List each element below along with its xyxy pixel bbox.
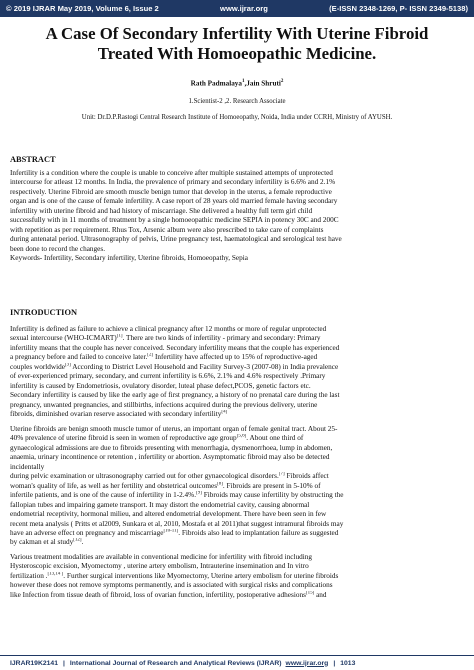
- citation-reference: [9]: [196, 491, 202, 496]
- footer-paper-id: IJRAR19K2141: [10, 659, 58, 667]
- line-text: Hysteroscopic excision, Myomectomy , uterine artery embolism, Intrauterine insemination and In vitro: [10, 562, 309, 571]
- paragraph-line: [10, 353, 462, 362]
- line-text: Uterine fibroids are benign smooth muscle tumor of uterus, an important organ of female genital tract. About 25-: [10, 425, 338, 433]
- paragraph-line: [10, 572, 462, 581]
- paragraph-line: [10, 363, 462, 372]
- author-2-affiliation-mark: 2: [280, 79, 284, 84]
- line-text: fibroids, diminished ovarian reserve associated with secondary infertility: [10, 410, 222, 419]
- citation-reference: [2]: [147, 353, 154, 358]
- footer-website-link[interactable]: www.ijrar.org: [285, 659, 329, 667]
- abstract-line: been done to record the changes.: [10, 244, 106, 253]
- citation-reference: [12]: [73, 538, 82, 544]
- article-title: [10, 24, 464, 64]
- line-text: Various treatment modalities are available in conventional medicine for infertility with fibroid including: [10, 553, 312, 561]
- paragraph-line: [10, 562, 462, 571]
- header-issn: (E-ISSN 2348-1269, P- ISSN 2349-5138): [329, 4, 468, 13]
- abstract-line: during antenatal period. Ultrasonography of pelvis, Urine pregnancy test, haematological and serological test have: [10, 235, 342, 244]
- paragraph-line: [10, 538, 462, 547]
- introduction-paragraph-3: [10, 553, 462, 600]
- introduction-paragraph-2: [10, 425, 462, 548]
- institution-unit: Unit: Dr.D.P.Rastogi Central Research Institute of Homoeopathy, Noida, India under CCRH, Ministry of AYUSH.: [81, 114, 393, 121]
- citation-reference: [10-11]: [163, 528, 179, 534]
- abstract-line: infertility with uterine fibroid and had history of miscarriage. She delivered a healthy full term girl child: [10, 206, 313, 215]
- line-text: Infertility is defined as failure to achieve a clinical pregnancy after 12 months or more of regular unprotected: [10, 325, 327, 333]
- paragraph-line: [10, 453, 462, 462]
- author-2: Jain Shruti: [246, 79, 281, 88]
- paragraph-line: [10, 510, 462, 519]
- citation-reference: [4]: [221, 410, 228, 415]
- line-text-continued: Fibroids may cause infertility by obstructing the: [201, 491, 344, 500]
- abstract-line: with repetition as per requirement. Rhus Tox, Arsenic album were also prescribed to take care of complaints: [10, 225, 324, 234]
- line-text-continued: . There are two kinds of infertility - primary and secondary: Primary: [122, 334, 321, 343]
- line-text-continued: . Fibroids are present in 5-10% of: [222, 481, 321, 490]
- paragraph-line: [10, 581, 462, 590]
- line-text: incidentally: [10, 462, 45, 471]
- line-text: gynaecological admissions are due to fibroids presenting with menorrhagia, dysmenorrhoea, lump in abdomen,: [10, 443, 333, 452]
- line-text: 40% prevalence of uterine fibroid is seen in women of reproductive age group: [10, 434, 237, 443]
- line-text: have an adverse effect on pregnancy and miscarriage: [10, 528, 164, 537]
- citation-reference: [13,14 ]: [47, 571, 64, 577]
- line-text: infertile patients, and is one of the cause of infertility in 1-2.4%.: [10, 491, 197, 500]
- introduction-paragraph-1: [10, 325, 462, 420]
- line-text: woman's quality of life, as well as her fertility and obstetrical outcomes: [10, 481, 218, 490]
- line-text: anaemia, urinary incontinence or retention , infertility or abortion. Asymptomatic fibroid may also be detected: [10, 453, 330, 462]
- line-text: pregnancy, unwanted pregnancies, and stillbirths, infections acquired during the previous delivery, uterine: [10, 400, 318, 409]
- paragraph-line: [10, 463, 462, 472]
- line-text-continued: Fibroids affect: [284, 472, 329, 481]
- paragraph-line: [10, 425, 462, 434]
- paragraph-line: [10, 434, 462, 443]
- abstract-heading: ABSTRACT: [10, 155, 56, 164]
- line-text: sexual intercourse (WHO-ICMART): [10, 334, 117, 343]
- abstract-text: [10, 169, 462, 264]
- author-1-affiliation-mark: 1: [241, 79, 245, 84]
- footer-separator-2: |: [333, 659, 336, 667]
- abstract-line: respectively. Uterine Fibroid are smooth muscle benign tumor that develop in the uterus, a female reproductive: [10, 187, 332, 196]
- line-text: like Infection from tissue death of fibroid, loss of ovarian function, infertility, postoperative adhesions: [10, 590, 306, 599]
- paragraph-line: [10, 382, 462, 391]
- author-1: Rath Padmalaya: [190, 79, 242, 88]
- title-line-2: Treated With Homoeopathic Medicine.: [97, 44, 377, 63]
- paragraph-line: [10, 344, 462, 353]
- paragraph-line: [10, 553, 462, 562]
- paragraph-line: [10, 491, 462, 500]
- footer-page-number: 1013: [340, 659, 356, 667]
- author-separator: ,: [244, 79, 247, 88]
- line-text-continued: and: [314, 590, 327, 599]
- paragraph-line: [10, 501, 462, 510]
- paragraph-line: [10, 372, 462, 381]
- citation-reference: [1]: [116, 334, 123, 340]
- line-text-continued: . Fibroids also lead to implantation failure as suggested: [178, 528, 339, 537]
- line-text-continued: According to District Level Household and Facility Survey-3 (2007-08) in India prevalence: [70, 362, 339, 371]
- line-text: of ever-experienced primary, secondary, and current infertility is 6.6%, 2.1% and 4.6% respectively .Primary: [10, 372, 326, 381]
- line-text: during pelvic examination or ultrasonography carried out for other gynaecological disorders.: [10, 472, 279, 481]
- title-line-1: A Case Of Secondary Infertility With Uterine Fibroid: [45, 24, 429, 43]
- paragraph-line: [10, 482, 462, 491]
- line-text-continued: Infertility have affected up to 15% of reproductive-aged: [153, 353, 318, 362]
- line-text: endometrial receptivity, hormonal milieu, and altered endometrial development. There have been seen in few: [10, 510, 327, 519]
- line-text-continued: . Further surgical interventions like Myomectomy, Uterine artery embolism for uterine fibroids: [63, 571, 339, 580]
- paragraph-line: [10, 391, 462, 400]
- citation-reference: [3]: [64, 362, 71, 368]
- line-text-continued: . About one third of: [246, 434, 304, 443]
- line-text: couples worldwide: [10, 362, 65, 371]
- line-text: by cakman et al study: [10, 538, 74, 547]
- paragraph-line: [10, 591, 462, 600]
- footer-separator: |: [62, 659, 65, 667]
- citation-reference: [7]: [278, 472, 285, 477]
- line-text: a pregnancy before and failed to conceive later.: [10, 353, 148, 362]
- paragraph-line: [10, 401, 462, 410]
- header-issue-info: © 2019 IJRAR May 2019, Volume 6, Issue 2: [6, 4, 159, 13]
- paragraph-line: [10, 520, 462, 529]
- header-website[interactable]: www.ijrar.org: [220, 4, 268, 13]
- line-text: however these does not remove symptoms permanently, and is associated with surgical risks and complications: [10, 581, 333, 590]
- line-text: fertilization .: [10, 571, 48, 580]
- paragraph-line: [10, 529, 462, 538]
- journal-footer: [0, 655, 474, 670]
- paragraph-line: [10, 325, 462, 334]
- author-list: [10, 79, 464, 87]
- author-affiliation: 1.Scientist-2 ,2. Research Associate: [188, 98, 286, 105]
- journal-header-bar: [0, 0, 474, 17]
- abstract-line: Keywords- Infertility, Secondary infertility, Uterine fibroids, Homoeopathy, Sepia: [10, 254, 248, 263]
- paragraph-line: [10, 472, 462, 481]
- paragraph-line: [10, 334, 462, 343]
- line-text: Secondary infertility is caused by like the early age of first pregnancy, a history of no prenatal care during the last: [10, 391, 340, 400]
- line-text-continued: .: [81, 538, 84, 547]
- abstract-line: intercourse for atleast 12 months. In India, the prevalence of primary and secondary infertility is 6.6% and 2.1%: [10, 178, 336, 187]
- paragraph-line: [10, 410, 462, 419]
- citation-reference: [15]: [305, 590, 315, 596]
- citation-reference: [8]: [217, 481, 223, 487]
- line-text: infertility means that the couple has never conceived. Secondary infertility means that the couple has experienced: [10, 343, 340, 352]
- footer-journal-name: International Journal of Research and Analytical Reviews (IJRAR): [69, 659, 282, 667]
- line-text: fallopian tubes and impairing gamete transport. It may distort the endometrial cavity, causing abnormal: [10, 500, 310, 509]
- citation-reference: [5,6]: [236, 434, 247, 440]
- paragraph-line: [10, 444, 462, 453]
- line-text: infertility is caused by Endometriosis, ovulatory disorder, luteal phase defect,PCOS, genetic factors etc.: [10, 381, 311, 390]
- line-text: recent meta analysis ( Pritts et al2009, Sunkara et al, 2010, Mostafa et al 2011)that suggest intramural fibroids may: [10, 519, 344, 528]
- introduction-heading: INTRODUCTION: [10, 308, 78, 317]
- abstract-line: successfully with in 11 months of treatment by a single homoeopathic medicine SEPIA in potency 30C and 200C: [10, 216, 339, 225]
- abstract-line: Infertility is a condition where the couple is unable to conceive after multiple sustained attempts of unprotected: [10, 169, 333, 177]
- abstract-line: organ and is one of the cause of female infertility. A case report of 28 years old married female having secondary: [10, 197, 338, 206]
